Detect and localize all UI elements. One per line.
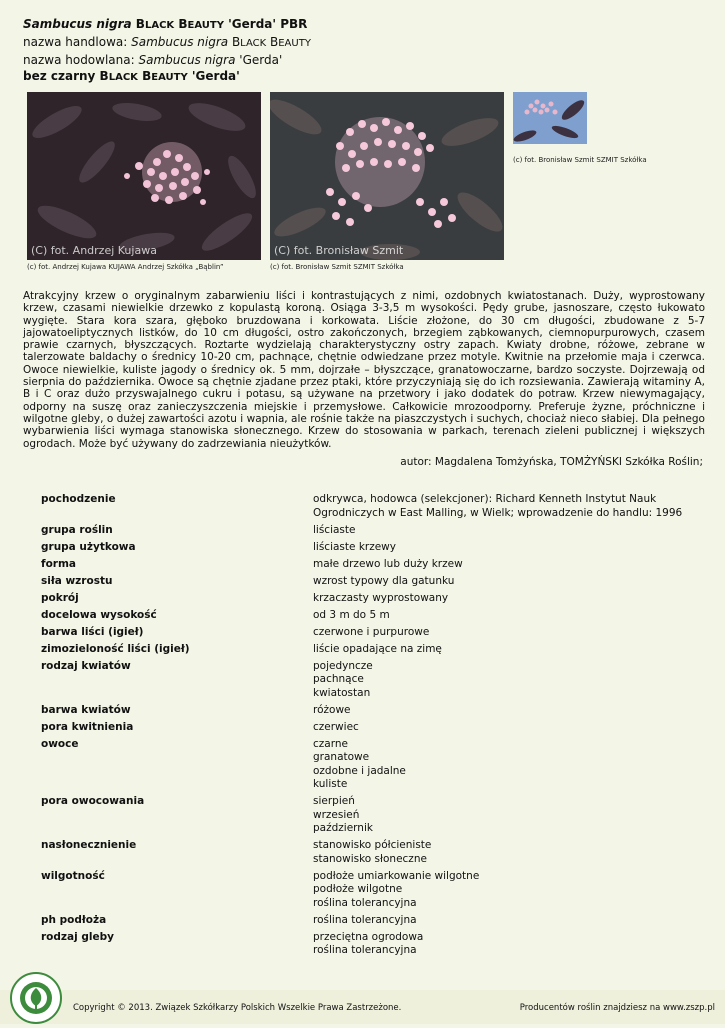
copyright-text: Copyright © 2013. Związek Szkółkarzy Polskich Wszelkie Prawa Zastrzeżone. bbox=[73, 1003, 402, 1013]
property-row bbox=[41, 660, 681, 701]
property-value bbox=[313, 839, 681, 866]
property-row bbox=[41, 721, 681, 735]
property-value-line: stanowisko słoneczne bbox=[313, 852, 427, 865]
plant-photo-3[interactable] bbox=[513, 92, 587, 144]
property-row bbox=[41, 609, 681, 623]
property-value bbox=[313, 643, 681, 657]
property-row bbox=[41, 643, 681, 657]
property-key: docelowa wysokość bbox=[41, 608, 157, 621]
property-value-line: liściaste krzewy bbox=[313, 540, 396, 553]
property-row bbox=[41, 558, 681, 572]
property-key: wilgotność bbox=[41, 869, 105, 882]
property-value-line: granatowe bbox=[313, 751, 370, 763]
property-value-line: stanowisko półcieniste bbox=[313, 839, 432, 851]
trade-name-label: nazwa handlowa: bbox=[23, 35, 132, 49]
property-key: pora owocowania bbox=[41, 795, 145, 807]
property-value-line: wrzesień bbox=[313, 808, 360, 821]
property-value bbox=[313, 704, 681, 718]
property-value-line: kwiatostan bbox=[313, 686, 371, 699]
author-line: autor: Magdalena Tomżyńska, TOMŻYŃSKI Szkółka Roślin; bbox=[400, 456, 703, 468]
property-key: grupa roślin bbox=[41, 523, 113, 536]
property-value bbox=[313, 541, 681, 555]
property-value-line: czerwone i purpurowe bbox=[313, 625, 430, 638]
property-value-line: krzaczasty wyprostowany bbox=[313, 591, 449, 604]
property-key: pora kwitnienia bbox=[41, 720, 134, 733]
property-value-line: podłoże umiarkowanie wilgotne bbox=[313, 869, 480, 882]
property-value-line: podłoże wilgotne bbox=[313, 883, 403, 895]
breeding-name-label: nazwa hodowlana: bbox=[23, 53, 139, 67]
plant-photo-1[interactable] bbox=[27, 92, 261, 260]
property-row bbox=[41, 704, 681, 718]
property-key: rodzaj gleby bbox=[41, 930, 114, 943]
property-value bbox=[313, 626, 681, 640]
property-key: siła wzrostu bbox=[41, 574, 113, 587]
property-key: pochodzenie bbox=[41, 493, 116, 505]
property-value-line: różowe bbox=[313, 703, 351, 716]
property-value-line: pojedyncze bbox=[313, 659, 373, 672]
property-key: nasłonecznienie bbox=[41, 839, 137, 851]
photo-3-caption: (c) fot. Bronisław Szmit SZMIT Szkółka bbox=[513, 156, 647, 164]
property-value-line: roślina tolerancyjna bbox=[313, 913, 417, 926]
property-value bbox=[313, 870, 681, 911]
property-value bbox=[313, 493, 682, 520]
property-row bbox=[41, 575, 681, 589]
trade-name bbox=[23, 34, 311, 52]
property-value-line: roślina tolerancyjna bbox=[313, 944, 417, 956]
polish-name: bez czarny BLACK BEAUTY 'Gerda' bbox=[23, 69, 240, 83]
property-value bbox=[313, 609, 681, 623]
photo-1-watermark: (C) fot. Andrzej Kujawa bbox=[31, 244, 157, 257]
title-cultivar: BLACK BEAUTY 'Gerda' PBR bbox=[131, 17, 308, 31]
property-value-line: ozdobne i jadalne bbox=[313, 764, 406, 777]
property-value bbox=[313, 914, 681, 928]
property-key: forma bbox=[41, 557, 76, 570]
property-key: rodzaj kwiatów bbox=[41, 659, 131, 672]
title-latin: Sambucus nigra bbox=[23, 17, 132, 31]
property-value-line: październik bbox=[313, 822, 373, 834]
zszp-logo-icon bbox=[10, 972, 62, 1028]
property-key: barwa liści (igieł) bbox=[41, 625, 144, 638]
property-value bbox=[313, 660, 681, 701]
property-row bbox=[41, 541, 681, 555]
property-row bbox=[41, 795, 681, 836]
property-key: ph podłoża bbox=[41, 913, 107, 926]
property-value bbox=[313, 931, 681, 958]
property-key: owoce bbox=[41, 737, 79, 750]
photo-2-watermark: (C) fot. Bronisław Szmit bbox=[274, 244, 404, 257]
property-value bbox=[313, 795, 681, 836]
producers-link[interactable]: Producentów roślin znajdziesz na www.zszp.pl bbox=[519, 1003, 715, 1013]
property-value bbox=[313, 721, 681, 735]
trade-name-latin: Sambucus nigra bbox=[131, 35, 229, 49]
plant-description: Atrakcyjny krzew o oryginalnym zabarwieniu liści i kontrastujących z nimi, ozdobnych kwiatostanach. Duży, wyprostowany krzew, czasami niewielkie drzewko z kopulastą koroną. Osiąga 3-3,5 m wysokości. Pędy grube, jasnoszare, często łukowato wygięte. Stara kora szara, głęboko bruzdowana i korkowata. Liście złożone, do 30 cm długości, zbudowane z 5-7 jajowatoeliptycznych listków, do 10 cm długości, ostro zakończonych, brzegiem ząbkowanych, ciemnopurpurowych, czasem prawie czarnych, błyszczących. Roztarte wydzielają charakterystyczny ostry zapach. Kwiaty drobne, różowe, zebrane w talerzowate baldachy o średnicy 10-20 cm, pachnące, chętnie odwiedzane przez motyle. Kwitnie na przełomie maja i czerwca. Owoce niewielkie, kuliste jagody o średnicy ok. 5 mm, dojrzałe – błyszczące, granatowoczarne, bardzo soczyste. Dojrzewają od sierpnia do października. Owoce są chętnie zjadane przez ptaki, które przyczyniają się do ich rozsiewania. Zawierają witaminy A, B i C oraz dużo przyswajalnego cukru i potasu, są używane na przetwory i jako dodatek do potraw. Krzew niewymagający, odporny na suszę oraz zanieczyszczenia miejskie i przemysłowe. Całkowicie mrozoodporny. Preferuje żyzne, próchniczne i wilgotne gleby, o dużej zawartości azotu i wapnia, ale rośnie także na piaszczystych i suchych, chociaż nieco słabiej. Dla pełnego wybarwienia liści wymaga stanowiska słonecznego. Krzew do stosowania w parkach, terenach zieleni publicznej i większych ogrodach. Może być używany do zadrzewiania nieużytków. bbox=[23, 290, 705, 450]
property-value-line: sierpień bbox=[313, 795, 355, 807]
breeding-name bbox=[23, 52, 311, 68]
property-value-line: przeciętna ogrodowa bbox=[313, 930, 424, 943]
property-value-line: odkrywca, hodowca (selekcjoner): Richard Kenneth Instytut Nauk bbox=[313, 493, 657, 505]
property-value-line: roślina tolerancyjna bbox=[313, 896, 417, 909]
property-value bbox=[313, 575, 681, 589]
plant-title bbox=[23, 16, 311, 34]
photo-2-caption: (c) fot. Bronisław Szmit SZMIT Szkółka bbox=[270, 263, 404, 271]
property-value-line: małe drzewo lub duży krzew bbox=[313, 557, 463, 570]
plant-photo-2[interactable] bbox=[270, 92, 504, 260]
property-row bbox=[41, 839, 681, 866]
plant-header bbox=[23, 16, 311, 86]
property-row bbox=[41, 738, 681, 792]
property-value-line: pachnące bbox=[313, 673, 364, 685]
breeding-name-latin: Sambucus nigra bbox=[138, 53, 236, 67]
property-key: pokrój bbox=[41, 591, 79, 604]
trade-name-cultivar: BLACK BEAUTY bbox=[228, 35, 311, 49]
property-row bbox=[41, 524, 681, 538]
property-value-line: od 3 m do 5 m bbox=[313, 608, 390, 621]
breeding-name-cultivar: 'Gerda' bbox=[235, 53, 283, 67]
property-row bbox=[41, 914, 681, 928]
property-value-line: czarne bbox=[313, 737, 348, 750]
properties-table bbox=[41, 493, 681, 961]
property-row bbox=[41, 493, 681, 520]
property-key: barwa kwiatów bbox=[41, 703, 131, 716]
page-footer bbox=[0, 990, 725, 1024]
property-value bbox=[313, 738, 681, 792]
property-value bbox=[313, 524, 681, 538]
property-row bbox=[41, 626, 681, 640]
property-value bbox=[313, 592, 681, 606]
property-key: zimozieloność liści (igieł) bbox=[41, 642, 190, 655]
property-row bbox=[41, 592, 681, 606]
photo-1-caption: (c) fot. Andrzej Kujawa KUJAWA Andrzej Szkółka „Bąblin” bbox=[27, 263, 224, 271]
property-value-line: czerwiec bbox=[313, 720, 359, 733]
property-value bbox=[313, 558, 681, 572]
property-value-line: liściaste bbox=[313, 523, 356, 536]
property-row bbox=[41, 931, 681, 958]
property-value-line: liście opadające na zimę bbox=[313, 642, 442, 655]
property-row bbox=[41, 870, 681, 911]
property-value-line: kuliste bbox=[313, 778, 348, 790]
property-key: grupa użytkowa bbox=[41, 540, 136, 553]
property-value-line: wzrost typowy dla gatunku bbox=[313, 574, 455, 587]
property-value-line: Ogrodniczych w East Malling, w Wielk; wprowadzenie do handlu: 1996 bbox=[313, 506, 683, 519]
